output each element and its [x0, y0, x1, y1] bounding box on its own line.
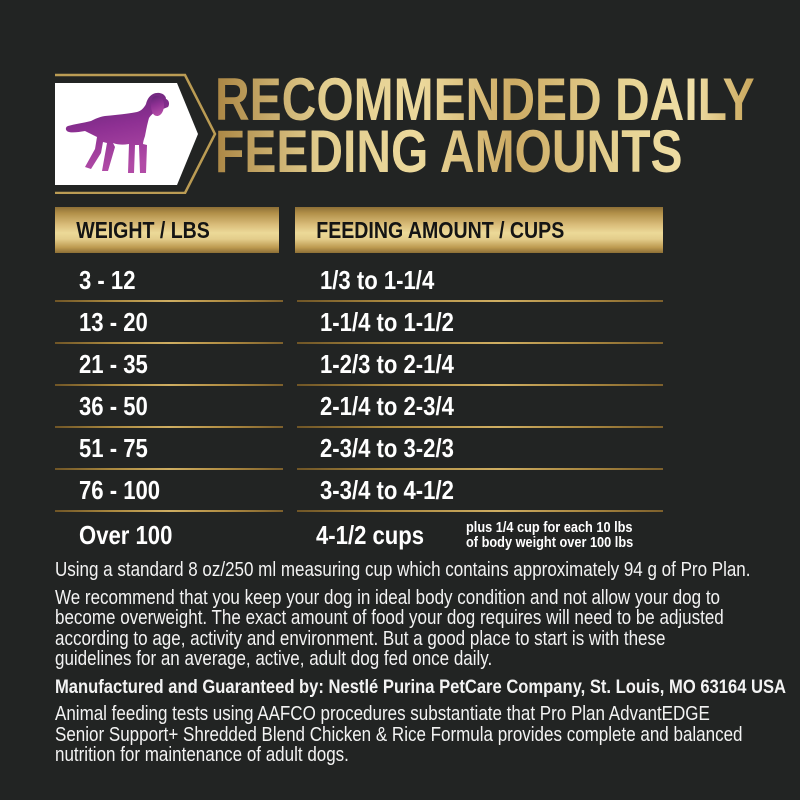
row-divider [55, 342, 663, 344]
column-header-amount [295, 207, 663, 253]
table-row [55, 302, 663, 342]
over-100-note [466, 520, 633, 551]
row-divider [55, 426, 663, 428]
amount-value: 1-2/3 to 2-1/4 [320, 348, 454, 379]
table-row [55, 428, 663, 468]
table-row [55, 470, 663, 510]
amount-value: 2-3/4 to 3-2/3 [320, 432, 454, 463]
amount-value: 2-1/4 to 2-3/4 [320, 390, 454, 421]
page-title [215, 66, 755, 185]
weight-value: Over 100 [79, 519, 173, 550]
table-row [55, 386, 663, 426]
amount-value: 1/3 to 1-1/4 [320, 264, 435, 295]
row-divider [55, 510, 663, 512]
column-header-weight-label: WEIGHT / LBS [76, 216, 210, 243]
row-divider [55, 384, 663, 386]
dog-badge [55, 72, 217, 194]
table-row [55, 512, 663, 558]
table-row [55, 260, 663, 300]
page-title-line2: FEEDING AMOUNTS [215, 118, 683, 185]
row-divider [55, 468, 663, 470]
weight-value: 76 - 100 [79, 474, 161, 505]
page-title-line1: RECOMMENDED DAILY [215, 66, 755, 133]
body-condition-note: We recommend that you keep your dog in ideal body condition and not allow your dog to become overweight. The exact amount of food your dog requires will need to be adjusted according to age, activity and environment. But a good place to start is with these guidelines for an average, active, adult dog fed once daily. [55, 586, 724, 670]
measuring-cup-note: Using a standard 8 oz/250 ml measuring cup which contains approximately 94 g of Pro Plan. [55, 559, 751, 581]
dog-silhouette-icon [55, 72, 217, 194]
row-divider [55, 300, 663, 302]
aafco-statement: Animal feeding tests using AAFCO procedures substantiate that Pro Plan AdvantEDGE Senior Support+ Shredded Blend Chicken & Rice Formula provides complete and balanced nutrition for maintenance of adult dogs. [55, 703, 743, 766]
manufacturer-statement: Manufactured and Guaranteed by: Nestlé Purina PetCare Company, St. Louis, MO 63164 USA [55, 675, 787, 698]
amount-value: 4-1/2 cups [316, 519, 425, 550]
table-row [55, 344, 663, 384]
weight-value: 21 - 35 [79, 348, 148, 379]
footer-text-block [55, 560, 800, 773]
weight-value: 36 - 50 [79, 390, 148, 421]
over-100-note-line1: plus 1/4 cup for each 10 lbs [466, 518, 633, 536]
column-header-weight [55, 207, 279, 253]
weight-value: 51 - 75 [79, 432, 148, 463]
weight-value: 3 - 12 [79, 264, 136, 295]
over-100-note-line2: of body weight over 100 lbs [466, 534, 634, 551]
feeding-table [55, 260, 663, 558]
column-header-amount-label: FEEDING AMOUNT / CUPS [316, 216, 565, 243]
weight-value: 13 - 20 [79, 306, 148, 337]
amount-value: 1-1/4 to 1-1/2 [320, 306, 454, 337]
amount-value: 3-3/4 to 4-1/2 [320, 474, 454, 505]
